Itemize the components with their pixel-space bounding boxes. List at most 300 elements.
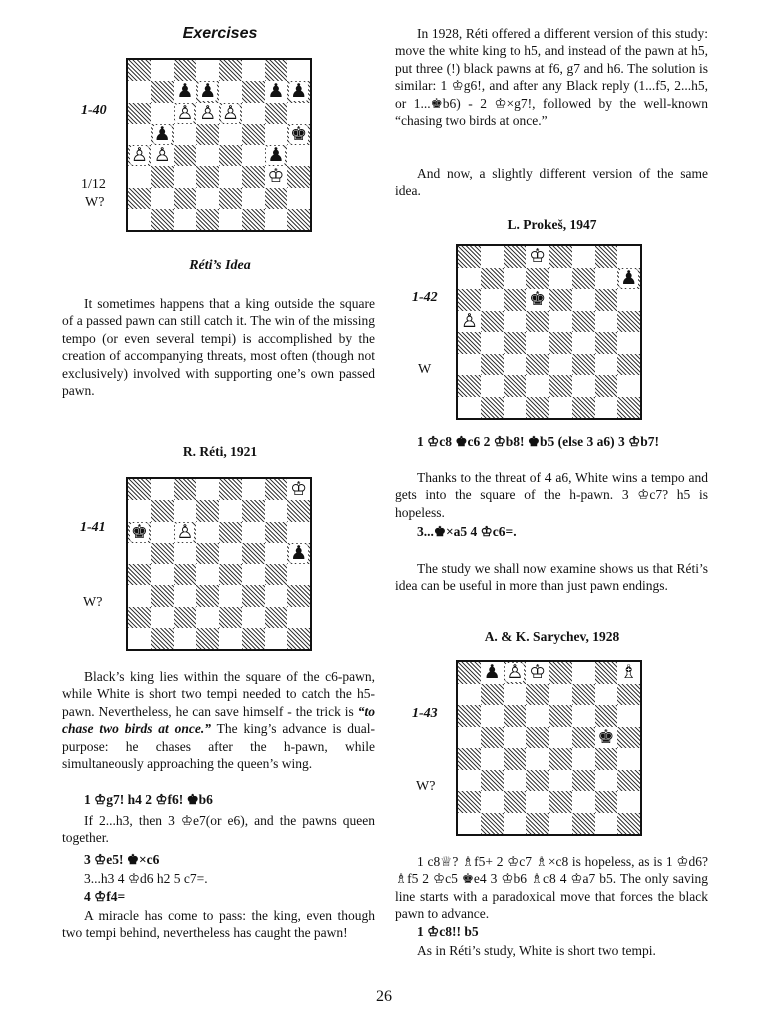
move-line-1-42a: 1 ♔c8 ♚c6 2 ♔b8! ♚b5 (else 3 a6) 3 ♔b7! (417, 434, 659, 449)
square-h3 (617, 770, 640, 792)
square-b2 (151, 607, 174, 628)
square-d3 (196, 585, 219, 606)
diagram-label-1-41: 1-41 (80, 520, 106, 535)
square-c3 (174, 585, 197, 606)
move-line-2: 3 ♔e5! ♚×c6 (84, 852, 160, 867)
square-h6 (287, 522, 310, 543)
square-g2 (265, 607, 288, 628)
square-g4 (595, 748, 618, 770)
square-g6 (595, 289, 618, 311)
square-d7 (196, 81, 219, 102)
square-c6 (174, 522, 197, 543)
diagram-task-1-42: W (418, 362, 432, 377)
square-g3 (265, 585, 288, 606)
chess-diagram-1-42 (456, 244, 642, 420)
square-a3 (458, 770, 481, 792)
diagram-ratio-1-40: 1/12 (81, 177, 106, 192)
square-e1 (549, 397, 572, 419)
diagram-task-1-43: W? (416, 779, 436, 794)
square-b6 (151, 103, 174, 124)
square-d3 (526, 354, 549, 376)
square-h5 (287, 124, 310, 145)
piece-c6: ♙ (176, 101, 194, 124)
piece-h8: ♗ (620, 661, 638, 684)
square-c1 (504, 813, 527, 835)
square-f4 (572, 748, 595, 770)
square-c2 (174, 607, 197, 628)
square-c1 (174, 209, 197, 230)
square-b8 (151, 479, 174, 500)
square-h2 (287, 188, 310, 209)
square-b7 (151, 500, 174, 521)
square-e7 (219, 81, 242, 102)
square-d8 (196, 60, 219, 81)
square-b8 (151, 60, 174, 81)
square-h4 (617, 332, 640, 354)
square-g8 (595, 662, 618, 684)
piece-h8: ♔ (290, 478, 308, 501)
piece-b8: ♟ (483, 661, 501, 684)
square-f7 (242, 81, 265, 102)
square-e8 (549, 246, 572, 268)
square-f1 (572, 397, 595, 419)
square-g4 (265, 145, 288, 166)
square-d7 (196, 500, 219, 521)
square-h7 (617, 268, 640, 290)
square-f8 (242, 479, 265, 500)
square-h4 (287, 564, 310, 585)
square-c2 (504, 791, 527, 813)
square-h4 (287, 145, 310, 166)
piece-b4: ♙ (153, 144, 171, 167)
square-e8 (219, 479, 242, 500)
square-h1 (287, 628, 310, 649)
square-h3 (287, 166, 310, 187)
piece-h5: ♚ (290, 122, 308, 145)
note-line-1: If 2...h3, then 3 ♔e7(or e6), and the pawns queen together. (62, 813, 375, 846)
square-g6 (595, 705, 618, 727)
square-f7 (572, 684, 595, 706)
square-e4 (549, 332, 572, 354)
diagram-label-1-40: 1-40 (81, 103, 107, 118)
square-d1 (526, 813, 549, 835)
square-e1 (219, 209, 242, 230)
square-d5 (526, 311, 549, 333)
square-b8 (481, 662, 504, 684)
square-b3 (151, 585, 174, 606)
square-g1 (595, 813, 618, 835)
square-b1 (151, 628, 174, 649)
black-king-text-b: The king’s advance is dual-purpose: he chases after the h-pawn, while simultaneously approaching the queen’s wing. (62, 721, 375, 772)
square-g8 (265, 479, 288, 500)
square-d1 (196, 628, 219, 649)
square-c5 (504, 727, 527, 749)
square-d5 (526, 727, 549, 749)
square-h7 (617, 684, 640, 706)
exercises-heading: Exercises (182, 25, 258, 42)
square-a7 (458, 268, 481, 290)
square-e2 (549, 791, 572, 813)
piece-g5: ♚ (597, 725, 615, 748)
square-h6 (287, 103, 310, 124)
square-c4 (174, 145, 197, 166)
square-h2 (617, 791, 640, 813)
square-e3 (219, 585, 242, 606)
square-e4 (219, 145, 242, 166)
square-c1 (504, 397, 527, 419)
study-1-43-title: A. & K. Sarychev, 1928 (484, 629, 620, 644)
square-d6 (526, 289, 549, 311)
square-g4 (265, 564, 288, 585)
as-in-reti-paragraph: As in Réti’s study, White is short two tempi. (417, 943, 656, 958)
square-b4 (151, 564, 174, 585)
square-d6 (526, 705, 549, 727)
square-e7 (549, 268, 572, 290)
chess-diagram-1-40 (126, 58, 312, 232)
move-line-3: 4 ♔f4= (84, 889, 126, 904)
square-b4 (151, 145, 174, 166)
move-line-1: 1 ♔g7! h4 2 ♔f6! ♚b6 (84, 792, 213, 807)
square-f8 (572, 662, 595, 684)
piece-d8: ♔ (529, 245, 547, 268)
piece-a4: ♙ (130, 144, 148, 167)
square-c7 (174, 500, 197, 521)
square-c4 (174, 564, 197, 585)
square-d6 (196, 103, 219, 124)
square-g4 (595, 332, 618, 354)
square-b5 (481, 311, 504, 333)
square-e5 (549, 727, 572, 749)
square-f8 (242, 60, 265, 81)
miracle-paragraph: A miracle has come to pass: the king, even though two tempi behind, nevertheless has caught the pawn! (62, 908, 375, 941)
square-h3 (287, 585, 310, 606)
square-b6 (481, 705, 504, 727)
square-e5 (549, 311, 572, 333)
square-e6 (219, 522, 242, 543)
square-f3 (572, 770, 595, 792)
square-d3 (196, 166, 219, 187)
piece-c7: ♟ (176, 80, 194, 103)
square-d5 (196, 124, 219, 145)
square-a2 (128, 188, 151, 209)
square-c3 (504, 770, 527, 792)
square-f4 (242, 564, 265, 585)
square-b4 (481, 748, 504, 770)
square-a7 (458, 684, 481, 706)
square-b2 (481, 375, 504, 397)
piece-b5: ♟ (153, 122, 171, 145)
square-d5 (196, 543, 219, 564)
square-g1 (265, 628, 288, 649)
square-b2 (481, 791, 504, 813)
square-b6 (151, 522, 174, 543)
c8-queen-paragraph: 1 c8♕? ♗f5+ 2 ♔c7 ♗×c8 is hopeless, as is 1 ♔d6? ♗f5 2 ♔c5 ♚e4 3 ♔b6 ♗c8 4 ♔a7 b5. The only saving line starts with a paradoxical move that forces the black pawn to advance. (395, 854, 708, 922)
square-b1 (481, 813, 504, 835)
square-c8 (504, 246, 527, 268)
square-c8 (174, 479, 197, 500)
square-g3 (595, 354, 618, 376)
square-a3 (128, 166, 151, 187)
square-h8 (617, 662, 640, 684)
square-c6 (174, 103, 197, 124)
piece-d8: ♔ (529, 661, 547, 684)
threat-paragraph: Thanks to the threat of 4 a6, White wins a tempo and gets into the square of the h-pawn. 3 ♔c7? h5 is hopeless. (395, 470, 708, 520)
square-e3 (549, 354, 572, 376)
square-e7 (549, 684, 572, 706)
square-h6 (617, 289, 640, 311)
square-d8 (526, 246, 549, 268)
square-b7 (481, 684, 504, 706)
square-h7 (287, 81, 310, 102)
square-b7 (481, 268, 504, 290)
square-g7 (595, 684, 618, 706)
square-d8 (526, 662, 549, 684)
square-d6 (196, 522, 219, 543)
square-a6 (128, 522, 151, 543)
square-f5 (572, 311, 595, 333)
square-a4 (458, 332, 481, 354)
square-f6 (572, 705, 595, 727)
square-b7 (151, 81, 174, 102)
square-c5 (174, 543, 197, 564)
square-f1 (572, 813, 595, 835)
square-a1 (128, 209, 151, 230)
square-b5 (151, 543, 174, 564)
square-g6 (265, 522, 288, 543)
reti-intro-paragraph: It sometimes happens that a king outside the square of a passed pawn can still catch it. The win of the missing tempo (or even several tempi) is accomplished by the creation of accompanying threats, most often (though not exclusively) involved with supporting one’s own passed pawn. (62, 296, 375, 399)
square-e6 (549, 289, 572, 311)
square-f2 (242, 607, 265, 628)
piece-h7: ♟ (620, 266, 638, 289)
piece-c6: ♙ (176, 520, 194, 543)
square-a1 (128, 628, 151, 649)
square-h1 (617, 397, 640, 419)
square-d2 (526, 375, 549, 397)
square-a4 (458, 748, 481, 770)
square-c2 (504, 375, 527, 397)
note-line-2: 3...h3 4 ♔d6 h2 5 c7=. (84, 871, 208, 886)
square-e2 (549, 375, 572, 397)
square-g7 (265, 81, 288, 102)
square-a5 (128, 124, 151, 145)
diagram-task-1-41: W? (83, 595, 103, 610)
square-c5 (174, 124, 197, 145)
square-f4 (572, 332, 595, 354)
square-a8 (128, 60, 151, 81)
square-g2 (595, 791, 618, 813)
square-a7 (128, 81, 151, 102)
piece-a6: ♚ (130, 520, 148, 543)
square-a2 (128, 607, 151, 628)
square-h5 (617, 311, 640, 333)
square-a2 (458, 791, 481, 813)
square-g5 (595, 311, 618, 333)
square-f5 (242, 124, 265, 145)
square-h8 (287, 60, 310, 81)
study-1-41-title: R. Réti, 1921 (182, 444, 258, 459)
square-a8 (458, 662, 481, 684)
square-e1 (219, 628, 242, 649)
square-d4 (526, 332, 549, 354)
square-e8 (549, 662, 572, 684)
square-e6 (219, 103, 242, 124)
square-a8 (458, 246, 481, 268)
square-b3 (151, 166, 174, 187)
square-g8 (265, 60, 288, 81)
square-c7 (504, 268, 527, 290)
square-d1 (196, 209, 219, 230)
square-b5 (481, 727, 504, 749)
square-a6 (128, 103, 151, 124)
square-g3 (265, 166, 288, 187)
square-a3 (128, 585, 151, 606)
square-c7 (504, 684, 527, 706)
square-h8 (617, 246, 640, 268)
square-h6 (617, 705, 640, 727)
square-h2 (287, 607, 310, 628)
retis-idea-title: Réti’s Idea (189, 258, 251, 273)
piece-g7: ♟ (267, 80, 285, 103)
square-d2 (196, 188, 219, 209)
square-f2 (572, 375, 595, 397)
square-e4 (549, 748, 572, 770)
square-e6 (549, 705, 572, 727)
square-d4 (196, 145, 219, 166)
square-e5 (219, 543, 242, 564)
square-h2 (617, 375, 640, 397)
square-a7 (128, 500, 151, 521)
square-b2 (151, 188, 174, 209)
move-line-1-42b: 3...♚×a5 4 ♔c6=. (417, 524, 517, 539)
square-h3 (617, 354, 640, 376)
square-c1 (174, 628, 197, 649)
square-a8 (128, 479, 151, 500)
square-a3 (458, 354, 481, 376)
square-b6 (481, 289, 504, 311)
square-f5 (242, 543, 265, 564)
square-b1 (481, 397, 504, 419)
square-f1 (242, 628, 265, 649)
page-number: 26 (376, 988, 392, 1005)
piece-a5: ♙ (460, 309, 478, 332)
square-d2 (526, 791, 549, 813)
square-h7 (287, 500, 310, 521)
square-f3 (242, 166, 265, 187)
square-a5 (458, 311, 481, 333)
square-d7 (526, 268, 549, 290)
square-b4 (481, 332, 504, 354)
square-a2 (458, 375, 481, 397)
study-examine-paragraph: The study we shall now examine shows us that Réti’s idea can be useful in more than just pawn endings. (395, 561, 708, 594)
piece-g4: ♟ (267, 144, 285, 167)
square-g2 (595, 375, 618, 397)
square-e8 (219, 60, 242, 81)
square-c6 (504, 705, 527, 727)
square-g5 (265, 543, 288, 564)
square-f2 (242, 188, 265, 209)
square-c5 (504, 311, 527, 333)
square-f3 (242, 585, 265, 606)
square-g5 (595, 727, 618, 749)
square-h1 (287, 209, 310, 230)
square-f6 (242, 103, 265, 124)
square-f8 (572, 246, 595, 268)
square-f3 (572, 354, 595, 376)
square-b8 (481, 246, 504, 268)
square-c6 (504, 289, 527, 311)
piece-h7: ♟ (290, 80, 308, 103)
square-b3 (481, 354, 504, 376)
square-e7 (219, 500, 242, 521)
square-g2 (265, 188, 288, 209)
square-e3 (219, 166, 242, 187)
square-g7 (595, 268, 618, 290)
square-a6 (458, 705, 481, 727)
square-a6 (458, 289, 481, 311)
square-c2 (174, 188, 197, 209)
square-g5 (265, 124, 288, 145)
square-f1 (242, 209, 265, 230)
square-f2 (572, 791, 595, 813)
diagram-label-1-43: 1-43 (412, 706, 438, 721)
square-d4 (196, 564, 219, 585)
square-e2 (219, 188, 242, 209)
square-g7 (265, 500, 288, 521)
square-c4 (504, 332, 527, 354)
square-g6 (265, 103, 288, 124)
piece-d7: ♟ (199, 80, 217, 103)
square-e4 (219, 564, 242, 585)
square-f5 (572, 727, 595, 749)
reti-1928-paragraph: In 1928, Réti offered a different version of this study: move the white king to h5, and instead of the pawn at h5, put three (!) black pawns at f6, g7 and h6. The solution is similar: 1 ♔g6!, and after any Black reply (1...f5, 2...h5, or 1...♚b6) - 2 ♔×g7!, followed by the well-known “chasing two birds at once.” (395, 26, 708, 129)
square-d2 (196, 607, 219, 628)
study-1-42-title: L. Prokeš, 1947 (507, 217, 597, 232)
square-c3 (174, 166, 197, 187)
piece-h5: ♟ (290, 541, 308, 564)
diagram-label-1-42: 1-42 (412, 290, 438, 305)
piece-e6: ♙ (221, 101, 239, 124)
square-g3 (595, 770, 618, 792)
diagram-task-1-40: W? (85, 195, 105, 210)
square-c8 (504, 662, 527, 684)
chess-diagram-1-41 (126, 477, 312, 651)
square-c7 (174, 81, 197, 102)
square-a4 (128, 564, 151, 585)
square-d8 (196, 479, 219, 500)
piece-c8: ♙ (506, 661, 524, 684)
square-c4 (504, 748, 527, 770)
move-line-1-43: 1 ♔c8!! b5 (417, 924, 479, 939)
square-g1 (265, 209, 288, 230)
chess-diagram-1-43 (456, 660, 642, 836)
square-b1 (151, 209, 174, 230)
square-e2 (219, 607, 242, 628)
and-now-paragraph: And now, a slightly different version of the same idea. (395, 166, 708, 199)
square-a5 (128, 543, 151, 564)
piece-d6: ♙ (199, 101, 217, 124)
piece-g3: ♔ (267, 165, 285, 188)
two-birds-quote: “to chase two birds at once.” (62, 703, 375, 737)
square-a4 (128, 145, 151, 166)
square-f6 (572, 289, 595, 311)
square-b5 (151, 124, 174, 145)
square-e1 (549, 813, 572, 835)
square-c3 (504, 354, 527, 376)
square-d7 (526, 684, 549, 706)
square-b3 (481, 770, 504, 792)
square-h5 (287, 543, 310, 564)
square-h8 (287, 479, 310, 500)
